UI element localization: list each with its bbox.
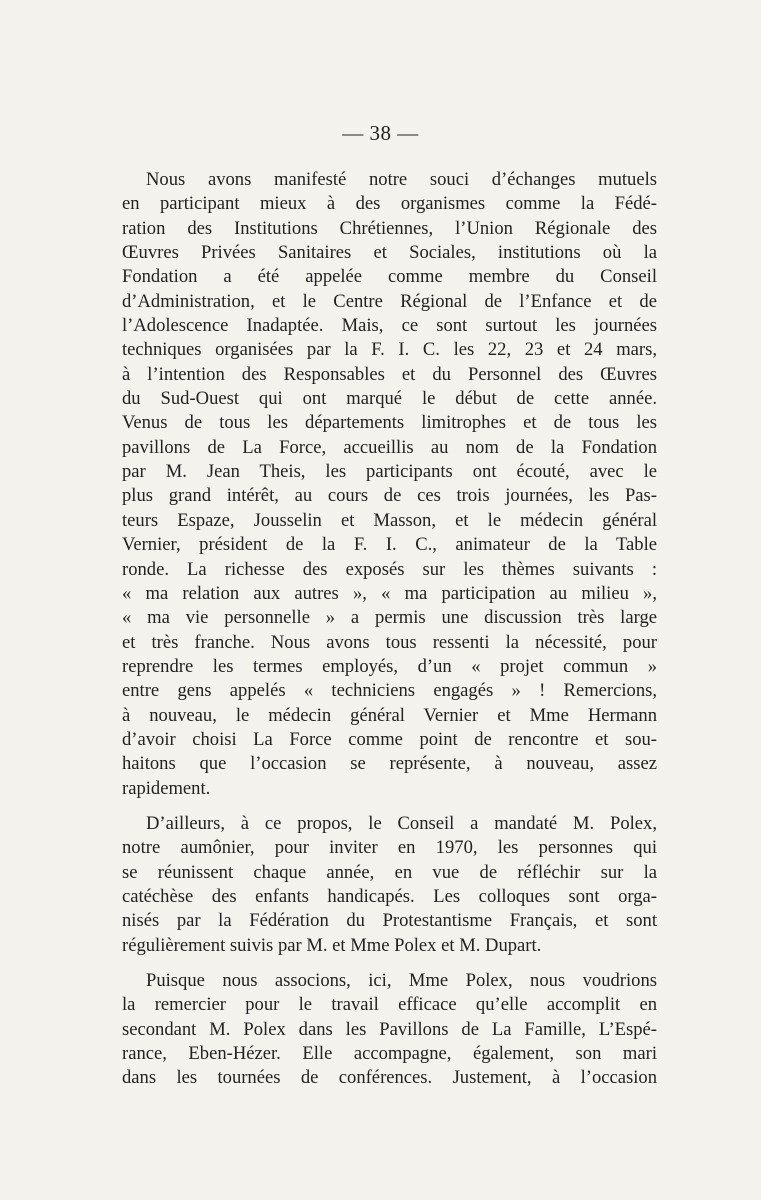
paragraph-3 — [122, 969, 657, 1091]
text-line: Vernier, président de la F. I. C., animateur de la Table — [122, 534, 657, 556]
text-line: catéchèse des enfants handicapés. Les colloques sont orga- — [122, 885, 657, 907]
paragraph-spacer — [122, 801, 657, 812]
text-line: plus grand intérêt, au cours de ces trois journées, les Pas- — [122, 485, 657, 507]
text-line: haitons que l’occasion se représente, à nouveau, assez — [122, 753, 657, 775]
text-line: secondant M. Polex dans les Pavillons de La Famille, L’Espé- — [122, 1018, 657, 1040]
text-line: Nous avons manifesté notre souci d’échanges mutuels — [146, 169, 657, 190]
text-line: Puisque nous associons, ici, Mme Polex, nous voudrions — [146, 970, 657, 991]
text-line: Venus de tous les départements limitrophes et de tous les — [122, 412, 657, 434]
text-line: à l’intention des Responsables et du Personnel des Œuvres — [122, 363, 657, 385]
text-line: ration des Institutions Chrétiennes, l’Union Régionale des — [122, 217, 657, 239]
text-line: entre gens appelés « techniciens engagés » ! Remercions, — [122, 680, 657, 702]
text-line: teurs Espaze, Jousselin et Masson, et le médecin général — [122, 509, 657, 531]
paragraph-1 — [122, 168, 657, 801]
text-line: d’avoir choisi La Force comme point de rencontre et sou- — [122, 728, 657, 750]
text-line: Œuvres Privées Sanitaires et Sociales, institutions où la — [122, 242, 657, 264]
text-line: par M. Jean Theis, les participants ont écouté, avec le — [122, 461, 657, 483]
paragraph-spacer — [122, 958, 657, 969]
text-line: « ma relation aux autres », « ma participation au milieu », — [122, 582, 657, 604]
text-line: à nouveau, le médecin général Vernier et Mme Hermann — [122, 704, 657, 726]
text-line: se réunissent chaque année, en vue de réfléchir sur la — [122, 861, 657, 883]
text-line: techniques organisées par la F. I. C. les 22, 23 et 24 mars, — [122, 339, 657, 361]
text-line: pavillons de La Force, accueillis au nom de la Fondation — [122, 436, 657, 458]
text-line: et très franche. Nous avons tous ressenti la nécessité, pour — [122, 631, 657, 653]
text-line: ronde. La richesse des exposés sur les thèmes suivants : — [122, 558, 657, 580]
text-line: en participant mieux à des organismes comme la Fédé- — [122, 193, 657, 215]
text-line: dans les tournées de conférences. Justement, à l’occasion — [122, 1067, 657, 1089]
body-text — [122, 168, 657, 1091]
text-line: reprendre les termes employés, d’un « projet commun » — [122, 655, 657, 677]
text-line: D’ailleurs, à ce propos, le Conseil a mandaté M. Polex, — [146, 812, 657, 834]
text-line: notre aumônier, pour inviter en 1970, les personnes qui — [122, 837, 657, 859]
text-line: rance, Eben-Hézer. Elle accompagne, également, son mari — [122, 1043, 657, 1065]
page-number-header: — 38 — — [342, 121, 419, 145]
paragraph-2 — [122, 812, 657, 958]
text-line: d’Administration, et le Centre Régional de l’Enfance et de — [122, 290, 657, 312]
text-line: Fondation a été appelée comme membre du Conseil — [122, 266, 657, 288]
text-line: nisés par la Fédération du Protestantisme Français, et sont — [122, 910, 657, 932]
text-line: rapidement. — [122, 777, 211, 799]
text-line: « ma vie personnelle » a permis une discussion très large — [122, 607, 657, 629]
text-line: régulièrement suivis par M. et Mme Polex et M. Dupart. — [122, 934, 542, 956]
text-line: du Sud-Ouest qui ont marqué le début de cette année. — [122, 388, 657, 410]
text-line: la remercier pour le travail efficace qu’elle accomplit en — [122, 994, 657, 1016]
text-line: l’Adolescence Inadaptée. Mais, ce sont surtout les journées — [122, 315, 657, 337]
